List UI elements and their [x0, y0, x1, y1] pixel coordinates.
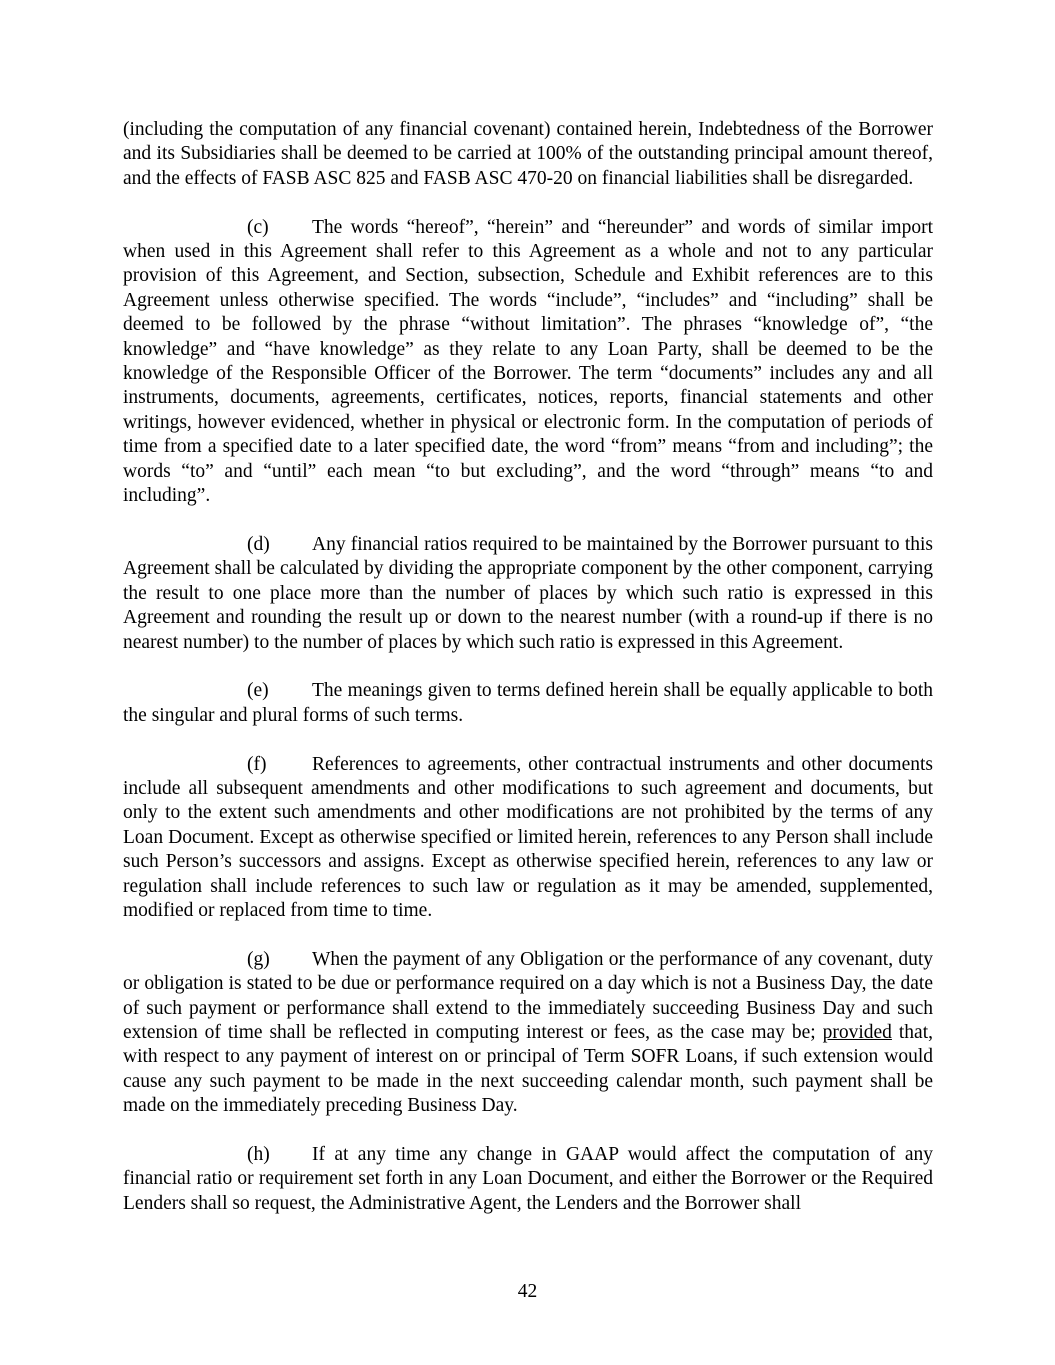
paragraph-text: The words “hereof”, “herein” and “hereunder” and words of similar import when used in this Agreement shall refer to this Agreement as a whole and not to any particular provision of this Agreement, and Section, subsection, Schedule and Exhibit references are to this Agreement unless otherwise specified. The words “include”, “includes” and “including” shall be deemed to be followed by the phrase “without limitation”. The phrases “knowledge of”, “the knowledge” and “have knowledge” as they relate to any Loan Party, shall be deemed to be the knowledge of the Responsible Officer of the Borrower. The term “documents” includes any and all instruments, documents, agreements, certificates, notices, reports, financial statements and other writings, however evidenced, whether in physical or electronic form. In the computation of periods of time from a specified date to a later specified date, the word “from” means “from and including”; the words “to” and “until” each mean “to but excluding”, and the word “through” means “to and including”. [123, 216, 933, 507]
page-body [123, 118, 933, 1241]
paragraph-text: (including the computation of any financial covenant) contained herein, Indebtedness of the Borrower and its Subsidiaries shall be deemed to be carried at 100% of the outstanding principal amount thereof, and the effects of FASB ASC 825 and FASB ASC 470-20 on financial liabilities shall be disregarded. [123, 119, 933, 189]
paragraph-label: (e) [247, 680, 269, 702]
paragraph-text: that, with respect to any payment of interest on or principal of Term SOFR Loans, if such extension would cause any such payment to be made in the next succeeding calendar month, such payment shall be made on the immediately preceding Business Day. [123, 1021, 933, 1117]
paragraph-label: (f) [247, 753, 267, 775]
paragraph-label: (d) [247, 533, 270, 555]
paragraph-text: Any financial ratios required to be maintained by the Borrower pursuant to this Agreement shall be calculated by dividing the appropriate component by the other component, carrying the result to one place more than the number of places by which such ratio is expressed in this Agreement and rounding the result up or down to the nearest number (with a round-up if there is no nearest number) to the number of places by which such ratio is expressed in this Agreement. [123, 533, 933, 653]
paragraph-text: The meanings given to terms defined herein shall be equally applicable to both the singular and plural forms of such terms. [123, 680, 933, 726]
paragraph-text: If at any time any change in GAAP would affect the computation of any financial ratio or requirement set forth in any Loan Document, and either the Borrower or the Required Lenders shall so request, the Administrative Agent, the Lenders and the Borrower shall [123, 1143, 933, 1214]
paragraph-g [123, 948, 933, 1119]
page-number: 42 [517, 1281, 538, 1302]
paragraph-label: (c) [247, 216, 269, 238]
paragraph-label: (g) [247, 948, 270, 970]
paragraph-text-underlined: provided [822, 1021, 892, 1043]
paragraph-intro [123, 118, 933, 191]
paragraph-e [123, 679, 933, 728]
paragraph-label: (h) [247, 1143, 270, 1165]
paragraph-text: References to agreements, other contractual instruments and other documents include all subsequent amendments and other modifications to such agreement and documents, but only to the extent such amendments and other modifications are not prohibited by the terms of any Loan Document. Except as otherwise specified or limited herein, references to any Person shall include such Person’s successors and assigns. Except as otherwise specified herein, references to any law or regulation shall include references to such law or regulation as it may be amended, supplemented, modified or replaced from time to time. [123, 753, 933, 921]
paragraph-h [123, 1143, 933, 1216]
paragraph-c [123, 216, 933, 509]
paragraph-d [123, 533, 933, 655]
paragraph-f [123, 753, 933, 924]
paragraph-text: When the payment of any Obligation or the performance of any covenant, duty or obligation is stated to be due or performance required on a day which is not a Business Day, the date of such payment or performance shall extend to the immediately succeeding Business Day and such extension of time shall be reflected in computing interest or fees, as the case may be; [123, 948, 933, 1043]
